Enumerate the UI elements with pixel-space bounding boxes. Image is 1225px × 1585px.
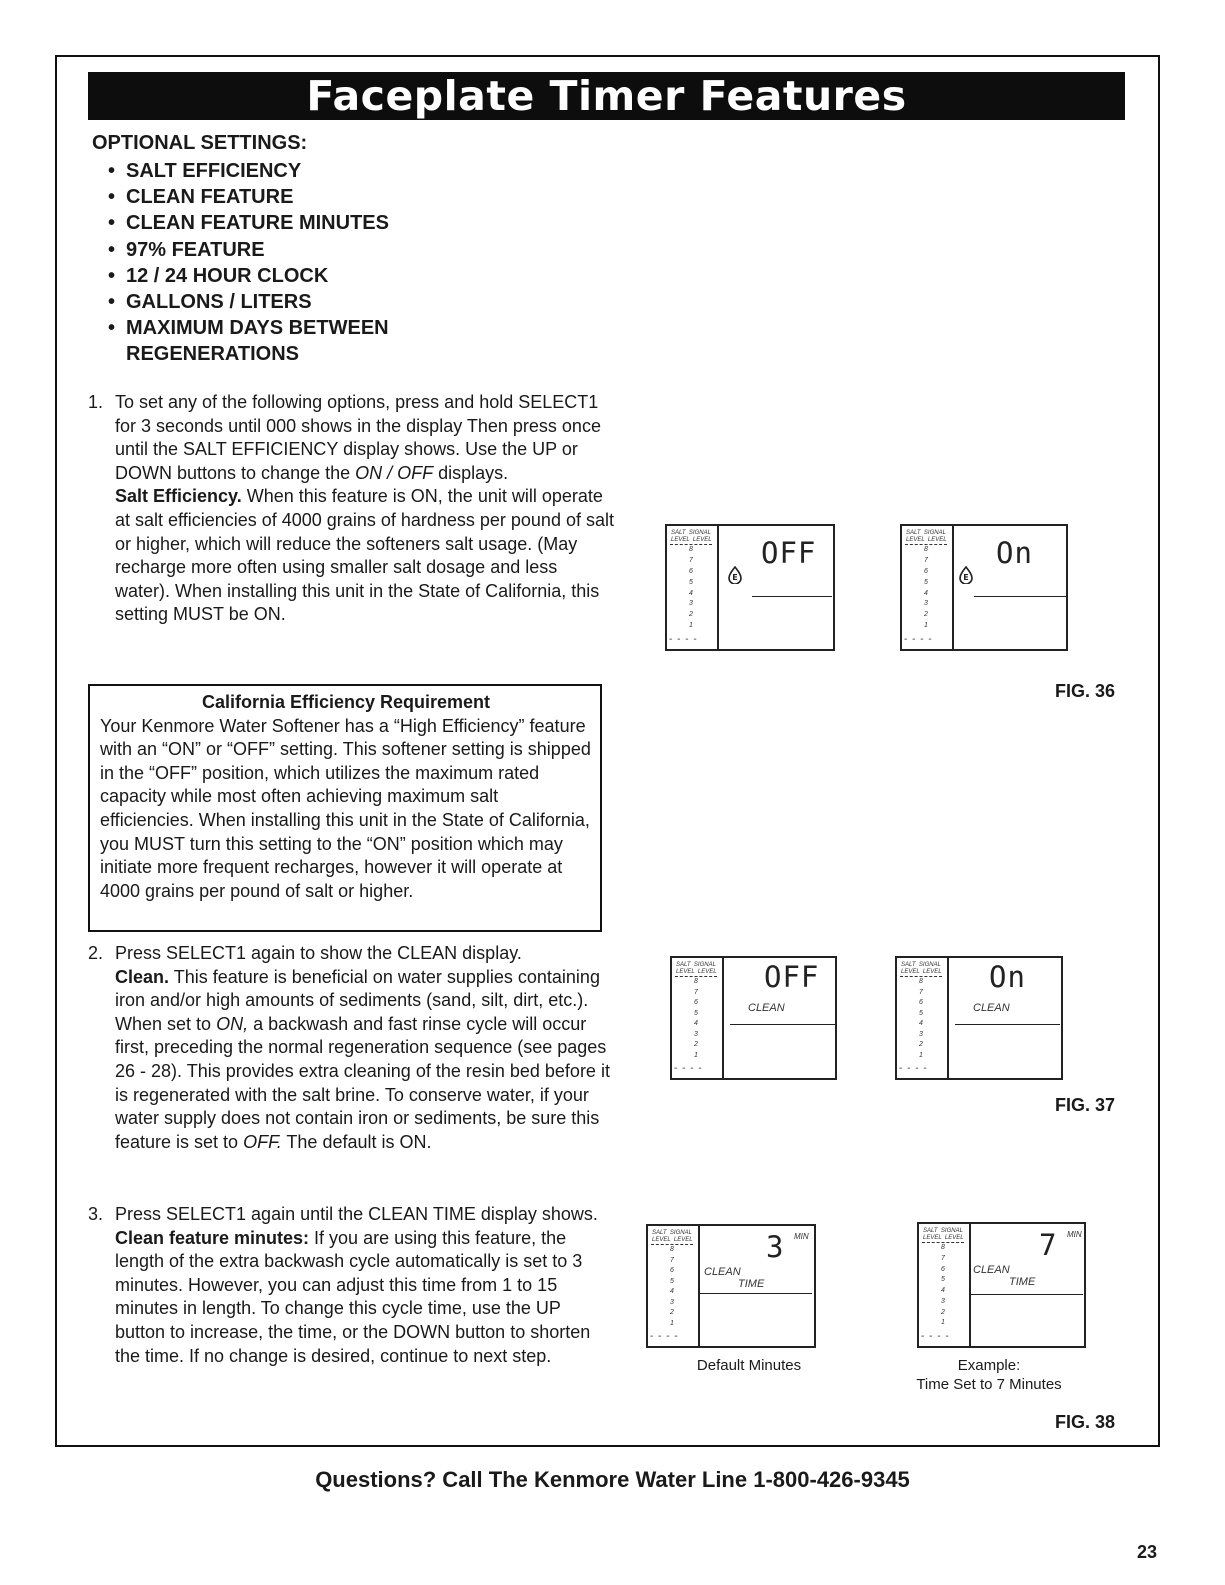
scale-heading: SALT SIGNAL LEVEL LEVEL [676,962,717,975]
california-box-text: Your Kenmore Water Softener has a “High Efficiency” feature with an “ON” or “OFF” setting. This softener setting is shipped in the “OFF” position, which utilizes the maximum rated capacity while most often achieving maximum salt efficiencies. When installing this unit in the State of California, you MUST turn this setting to the “ON” position which may initiate more frequent recharges, however it will operate at 4000 grains per pound of salt or higher. [100,715,591,901]
scale-bottom-dash: - - - - [921,1331,950,1342]
scale-level-number: 8 [689,546,693,553]
lcd-clean-label: CLEAN [748,1002,785,1014]
scale-level-number: 8 [670,1246,674,1253]
term-clean-feature-minutes: Clean feature minutes: [115,1227,310,1248]
scale-level-number: 5 [689,578,693,586]
lcd-divider [974,596,1066,597]
fig-36-label: FIG. 36 [1055,681,1116,701]
step-2: 2. Press SELECT1 again to show the CLEAN display. Clean. This feature is beneficial on water supplies containing iron and/or high amounts of sediments (sand, silt, dirt, etc.). When set to ON, a backwash and fast rinse cycle will occur first, preceding the normal regeneration sequence (see pages 26 - 28). This provides extra cleaning of the resin bed before it is regenerated with the salt brine. To conserve water, if your water supply does not contain iron or sediments, be sure this feature is set to OFF. The default is ON. [88,943,610,1152]
scale-level-number: 1 [941,1319,945,1327]
list-item: • CLEAN FEATURE MINUTES [108,212,389,235]
scale-level-number: 3 [924,600,928,608]
scale-level-number: 5 [670,1277,674,1285]
salt-level-scale [919,1224,971,1346]
scale-level-number: 5 [919,1009,923,1017]
scale-level-number: 1 [919,1051,923,1059]
lcd-min-label: MIN [1067,1230,1082,1239]
term-salt-efficiency: Salt Efficiency. [115,486,242,507]
scale-dash [905,544,947,545]
scale-level-number: 4 [689,589,693,597]
salt-level-scale [897,958,949,1078]
salt-level-scale [648,1226,700,1346]
scale-level-number: 1 [689,622,693,630]
scale-level-number: 4 [924,589,928,597]
scale-level-number: 2 [941,1308,945,1316]
salt-efficiency-icon [958,566,974,584]
lcd-readout: OFF [764,960,820,994]
scale-level-number: 8 [694,978,698,985]
scale-level-number: 6 [941,1265,945,1273]
scale-level-number: 1 [670,1319,674,1327]
salt-level-scale [902,526,954,649]
list-item: • 12 / 24 HOUR CLOCK [108,264,329,287]
scale-level-number: 4 [919,1020,923,1027]
caption-default-minutes: Default Minutes [696,1357,802,1374]
scale-level-number: 5 [694,1009,698,1017]
scale-level-number: 2 [919,1041,923,1048]
caption-example: Example: Time Set to 7 Minutes [916,1357,1062,1393]
scale-level-number: 6 [670,1267,674,1274]
scale-heading: SALT SIGNAL LEVEL LEVEL [652,1230,693,1243]
scale-level-number: 3 [689,600,693,608]
scale-level-number: 3 [670,1298,674,1306]
scale-level-number: 2 [924,611,928,619]
scale-bottom-dash: - - - - [669,634,698,645]
lcd-readout: 3 [766,1230,785,1264]
scale-dash [675,976,717,977]
list-item: • GALLONS / LITERS [108,291,312,314]
scale-level-number: 1 [694,1051,698,1059]
scale-level-number: 7 [919,988,923,996]
california-box-title: California Efficiency Requirement [201,692,491,712]
scale-level-number: 4 [941,1287,945,1294]
scale-heading: SALT SIGNAL LEVEL LEVEL [923,1228,964,1241]
svg-text:E: E [963,573,969,582]
lcd-time-label: TIME [738,1278,765,1290]
lcd-readout: OFF [761,536,817,570]
lcd-display-clean-time-default [646,1224,816,1348]
scale-bottom-dash: - - - - [650,1331,679,1342]
scale-dash [900,976,942,977]
scale-level-number: 7 [924,556,928,564]
scale-level-number: 5 [924,578,928,586]
lcd-divider [730,1024,835,1025]
lcd-divider [955,1024,1060,1025]
lcd-display-salt-off [665,524,835,651]
salt-efficiency-icon [727,566,743,584]
optional-settings-heading: OPTIONAL SETTINGS: [92,132,308,154]
scale-heading: SALT SIGNAL LEVEL LEVEL [906,530,947,543]
scale-level-number: 4 [694,1020,698,1027]
lcd-clean-label: CLEAN [973,1264,1010,1276]
scale-level-number: 8 [924,546,928,553]
scale-level-number: 8 [941,1244,945,1251]
scale-level-number: 3 [919,1030,923,1038]
scale-level-number: 6 [924,567,928,575]
scale-level-number: 7 [941,1254,945,1262]
scale-heading: SALT SIGNAL LEVEL LEVEL [901,962,942,975]
lcd-readout: 7 [1039,1228,1058,1262]
fig-38-label: FIG. 38 [1055,1412,1116,1432]
step-3: 3. Press SELECT1 again until the CLEAN TIME display shows. Clean feature minutes: If you are using this feature, the length of the extra backwash cycle automatically is set to 3 minutes. However, you can adjust this time from 1 to 15 minutes in length. To change this cycle time, use the UP button to increase, the time, or the DOWN button to shorten the time. If no change is desired, continue to next step. [88,1204,598,1366]
salt-level-scale [667,526,719,649]
optional-settings-list [108,158,389,368]
scale-level-number: 5 [941,1276,945,1284]
scale-level-number: 2 [670,1309,674,1316]
term-clean: Clean. [115,966,170,987]
svg-text:E: E [732,573,738,582]
salt-level-scale [672,958,724,1078]
fig-37-label: FIG. 37 [1055,1095,1116,1115]
lcd-display-clean-off [670,956,837,1080]
lcd-display-clean-on [895,956,1063,1080]
lcd-display-clean-time-example [917,1222,1086,1348]
lcd-divider [969,1294,1083,1295]
scale-dash [670,544,712,545]
scale-level-number: 3 [694,1030,698,1038]
lcd-time-label: TIME [1009,1276,1036,1288]
lcd-divider [698,1293,812,1294]
scale-bottom-dash: - - - - [899,1063,928,1074]
scale-level-number: 6 [919,999,923,1006]
list-item: • SALT EFFICIENCY [108,160,302,182]
list-item: • 97% FEATURE [108,238,265,261]
page-title: Faceplate Timer Features [88,72,1125,120]
footer-hotline: Questions? Call The Kenmore Water Line 1-800-426-9345 [315,1467,910,1492]
scale-level-number: 2 [689,611,693,619]
california-requirement-box [88,684,602,932]
lcd-divider [752,596,832,597]
scale-level-number: 7 [694,988,698,996]
page-number: 23 [1136,1542,1157,1562]
lcd-min-label: MIN [794,1232,809,1241]
lcd-clean-label: CLEAN [704,1266,741,1278]
list-item: • MAXIMUM DAYS BETWEEN [108,317,389,340]
scale-level-number: 8 [919,978,923,985]
scale-dash [922,1242,964,1243]
lcd-readout: On [989,960,1026,994]
scale-dash [651,1244,693,1245]
scale-level-number: 4 [670,1288,674,1295]
list-item: • CLEAN FEATURE [108,186,294,209]
scale-level-number: 7 [689,556,693,564]
scale-level-number: 6 [694,999,698,1006]
scale-level-number: 6 [689,567,693,575]
scale-bottom-dash: - - - - [674,1063,703,1074]
scale-heading: SALT SIGNAL LEVEL LEVEL [671,530,712,543]
scale-level-number: 7 [670,1256,674,1264]
scale-level-number: 3 [941,1297,945,1305]
lcd-display-salt-on [900,524,1068,651]
lcd-clean-label: CLEAN [973,1002,1010,1014]
scale-level-number: 1 [924,622,928,630]
lcd-readout: On [996,536,1033,570]
step-1: 1. To set any of the following options, press and hold SELECT1 for 3 seconds until 000 shows in the display Then press once until the SALT EFFICIENCY display shows. Use the UP or DOWN buttons to change the ON / OFF displays. Salt Efficiency. When this feature is ON, the unit will operate at salt efficiencies of 4000 grains of hardness per pound of salt or higher, which will reduce the softeners salt usage. (May recharge more often using smaller salt dosage and less water). When installing this unit in the State of California, this setting MUST be ON. [88,392,614,625]
scale-bottom-dash: - - - - [904,634,933,645]
scale-level-number: 2 [694,1041,698,1048]
list-item: REGENERATIONS [126,343,299,366]
